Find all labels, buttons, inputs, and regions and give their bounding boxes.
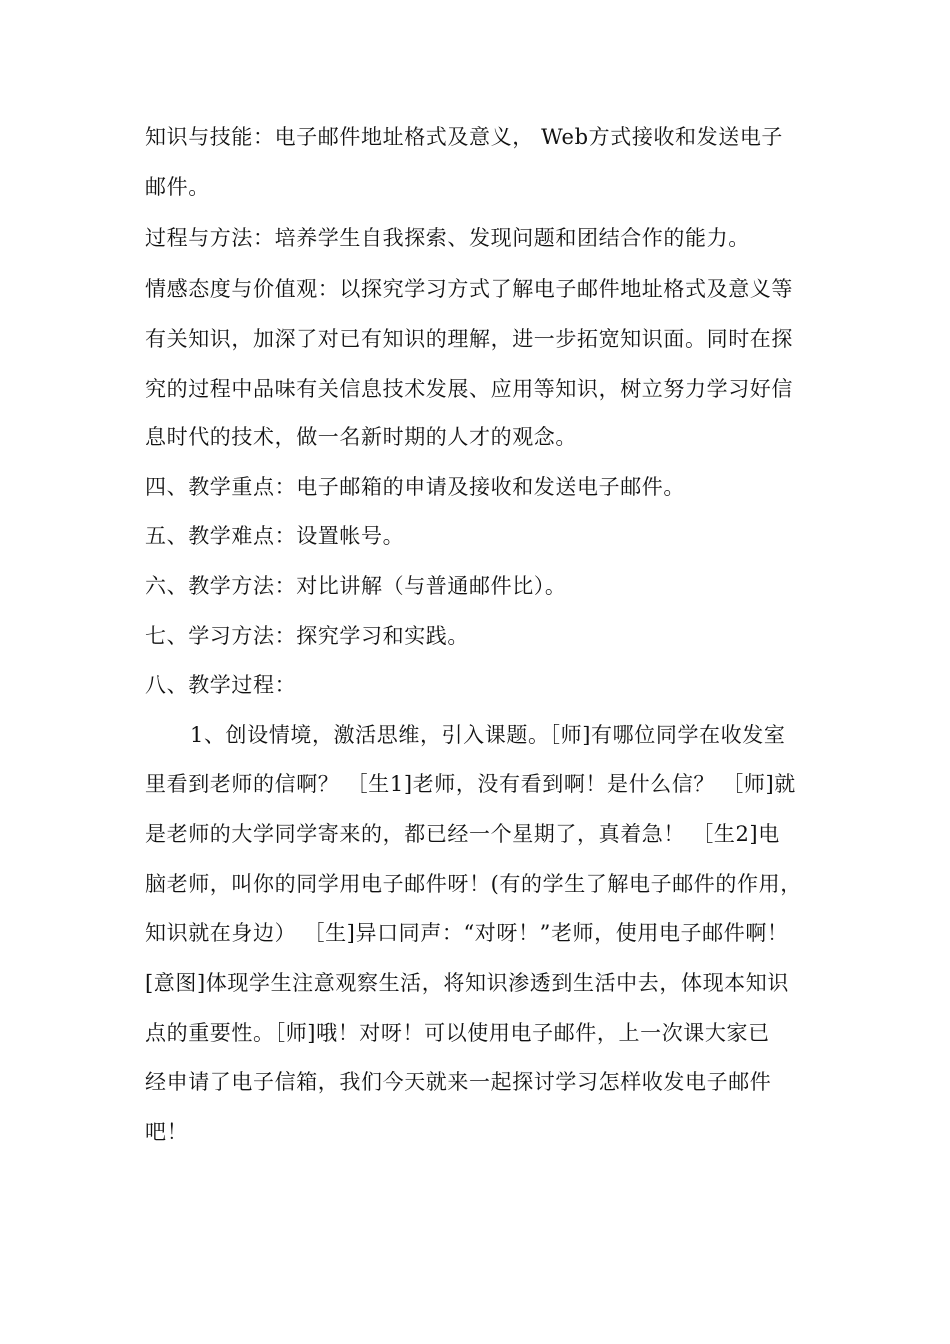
text-line: 息时代的技术，做一名新时期的人才的观念。 [145,425,577,449]
text-line: 究的过程中品味有关信息技术发展、应用等知识，树立努力学习好信 [145,377,793,401]
section-heading: 八、教学过程： [145,673,297,697]
text-line: 过程与方法：培养学生自我探索、发现问题和团结合作的能力。 [145,226,750,250]
text-line: 有关知识，加深了对已有知识的理解，进一步拓宽知识面。同时在探 [145,327,793,351]
text-line: 知识与技能：电子邮件地址格式及意义， Web方式接收和发送电子 [145,125,784,149]
section-heading: 七、学习方法：探究学习和实践。 [145,624,469,648]
paragraph-line: [意图]体现学生注意观察生活，将知识渗透到生活中去，体现本知识 [145,971,789,995]
paragraph-line: 点的重要性。［师]哦！对呀！可以使用电子邮件，上一次课大家已 [145,1021,770,1045]
text-line: 邮件。 [145,175,210,199]
paragraph-line: 1、创设情境，激活思维，引入课题。［师]有哪位同学在收发室 [190,723,786,747]
paragraph-line: 里看到老师的信啊？ ［生1]老师，没有看到啊！是什么信？ ［师]就 [145,772,796,796]
paragraph-line: 经申请了电子信箱，我们今天就来一起探讨学习怎样收发电子邮件 [145,1070,772,1094]
paragraph-line: 是老师的大学同学寄来的，都已经一个星期了，真着急！ ［生2]电 [145,822,780,846]
text-line: 情感态度与价值观：以探究学习方式了解电子邮件地址格式及意义等 [145,277,793,301]
section-heading: 六、教学方法：对比讲解（与普通邮件比）。 [145,574,567,598]
paragraph-line: 脑老师，叫你的同学用电子邮件呀！(有的学生了解电子邮件的作用， [145,872,802,896]
section-heading: 五、教学难点：设置帐号。 [145,524,405,548]
paragraph-line: 吧！ [145,1120,189,1144]
paragraph-line: 知识就在身边） ［生]异口同声：“对呀！”老师，使用电子邮件啊！ [145,921,789,945]
section-heading: 四、教学重点：电子邮箱的申请及接收和发送电子邮件。 [145,475,685,499]
